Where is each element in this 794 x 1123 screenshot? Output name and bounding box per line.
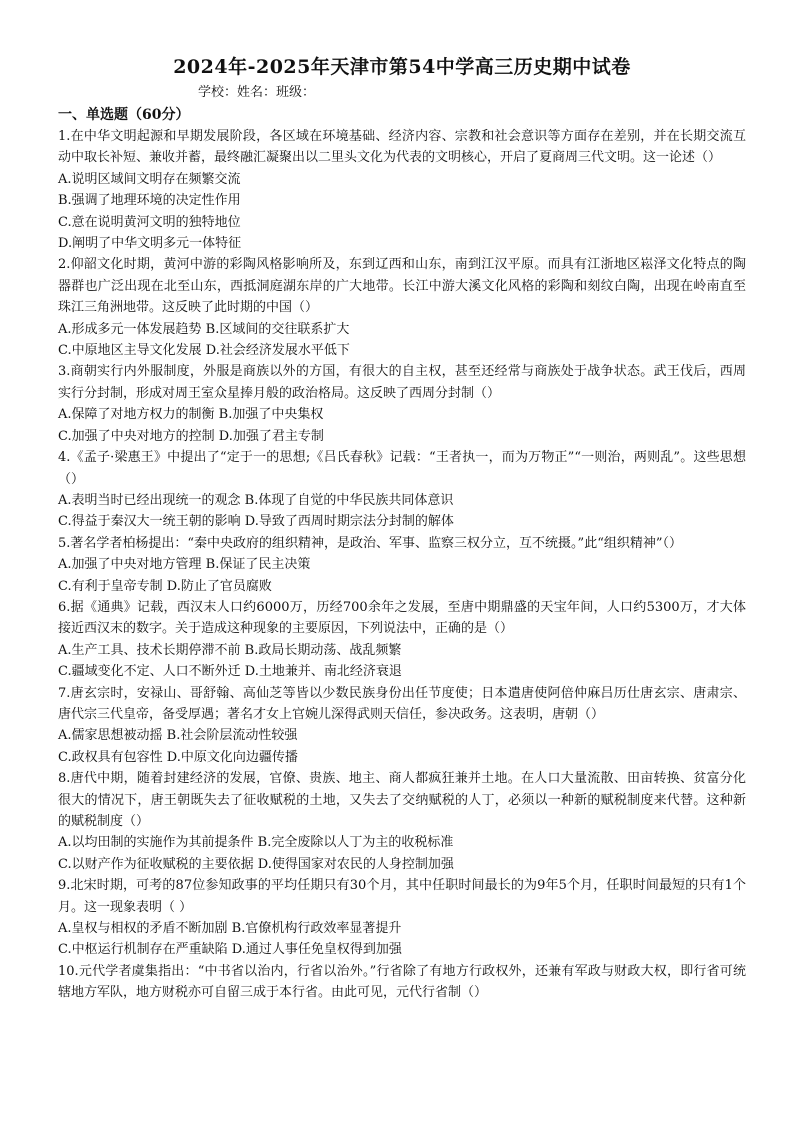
question-stem: 4.《孟子·梁惠王》中提出了“定于一的思想;《吕氏春秋》记载：“王者执一，而为万物正”“一则治，两则乱”。这些思想（） xyxy=(58,450,746,487)
page-title: 2024年-2025年天津市第54中学高三历史期中试卷 xyxy=(173,56,631,78)
question-3 xyxy=(58,361,746,447)
answer-option-line[interactable]: A.形成多元一体发展趋势 B.区域间的交往联系扩大 xyxy=(58,321,350,337)
answer-option-line[interactable]: B.强调了地理环境的决定性作用 xyxy=(58,193,241,209)
answer-option-line[interactable]: A.以均田制的实施作为其前提条件 B.完全废除以人丁为主的收税标准 xyxy=(58,835,454,851)
answer-option-line[interactable]: A.皇权与相权的矛盾不断加剧 B.官僚机构行政效率显著提升 xyxy=(58,921,402,937)
question-stem: 2.仰韶文化时期，黄河中游的彩陶风格影响所及，东到辽西和山东，南到江汉平原。而具有江浙地区崧泽文化特点的陶器群也广泛出现在北至山东，西抵洞庭湖东岸的广大地带。长江中游大溪文化风格的彩陶和刻纹白陶，出现在岭南直至珠江三角洲地带。这反映了此时期的中国（） xyxy=(58,257,746,316)
question-10 xyxy=(58,961,746,1004)
question-stem: 9.北宋时期，可考的87位参知政事的平均任期只有30个月，其中任职时间最长的为9年5个月，任职时间最短的只有1个月。这一现象表明（ ） xyxy=(58,878,746,915)
answer-option-line[interactable]: A.儒家思想被动摇 B.社会阶层流动性较强 xyxy=(58,728,298,744)
question-2 xyxy=(58,254,746,361)
question-stem: 10.元代学者虞集指出：“中书省以治内，行省以治外。”行省除了有地方行政权外，还兼有军政与财政大权，即行省可统辖地方军队，地方财税亦可自留三成于本行省。由此可见，元代行省制（） xyxy=(58,963,746,1001)
question-stem: 8.唐代中期，随着封建经济的发展，官僚、贵族、地主、商人都疯狂兼并土地。在人口大量流散、田亩转换、贫富分化很大的情况下，唐王朝既失去了征收赋税的土地，又失去了交纳赋税的人丁，必须以一种新的赋税制度来代替。这种新的赋税制度（） xyxy=(58,771,746,829)
answer-option-line[interactable]: A.生产工具、技术长期停滞不前 B.政局长期动荡、战乱频繁 xyxy=(58,642,402,658)
student-info-line: 学校：姓名：班级： xyxy=(198,85,316,100)
answer-option-line[interactable]: A.加强了中央对地方管理 B.保证了民主决策 xyxy=(58,557,311,573)
question-stem: 6.据《通典》记载，西汉末人口约6000万，历经700余年之发展，至唐中期鼎盛的天宝年间，人口约5300万，才大体接近西汉末的数字。关于造成这种现象的主要原因，下列说法中，正确的是（） xyxy=(58,599,746,637)
answer-option-line[interactable]: A.说明区域间文明存在频繁交流 xyxy=(58,171,241,187)
answer-option-line[interactable]: C.得益于秦汉大一统王朝的影响 D.导致了西周时期宗法分封制的解体 xyxy=(58,514,454,530)
section-heading: 一、单选题（60分） xyxy=(58,107,190,123)
answer-option-line[interactable]: C.有利于皇帝专制 D.防止了官员腐败 xyxy=(58,578,272,594)
question-list xyxy=(58,126,746,1004)
question-stem: 5.著名学者柏杨提出：“秦中央政府的组织精神，是政治、军事、监察三权分立，互不统摄。”此“组织精神”（） xyxy=(58,535,682,551)
answer-option-line[interactable]: C.政权具有包容性 D.中原文化向边疆传播 xyxy=(58,749,298,765)
answer-option-line[interactable]: C.疆域变化不定、人口不断外迁 D.土地兼并、南北经济衰退 xyxy=(58,664,402,680)
question-1 xyxy=(58,126,746,254)
answer-option-line[interactable]: C.意在说明黄河文明的独特地位 xyxy=(58,214,241,230)
answer-option-line[interactable]: C.中枢运行机制存在严重缺陷 D.通过人事任免皇权得到加强 xyxy=(58,942,402,958)
question-4 xyxy=(58,447,746,533)
question-8 xyxy=(58,768,746,875)
question-5 xyxy=(58,533,746,597)
question-stem: 1.在中华文明起源和早期发展阶段，各区域在环境基础、经济内容、宗教和社会意识等方面存在差别，并在长期交流互动中取长补短、兼收并蓄，最终融汇凝聚出以二里头文化为代表的文明核心，开启了夏商周三代文明。这一论述（） xyxy=(58,129,746,166)
answer-option-line[interactable]: D.阐明了中华文明多元一体特征 xyxy=(58,236,242,252)
question-stem: 3.商朝实行内外服制度，外服是商族以外的方国，有很大的自主权，甚至还经常与商族处于战争状态。武王伐后，西周实行分封制，形成对周王室众星捧月般的政治格局。这反映了西周分封制（） xyxy=(58,364,746,401)
answer-option-line[interactable]: C.中原地区主导文化发展 D.社会经济发展水平低下 xyxy=(58,343,350,359)
answer-option-line[interactable]: A.保障了对地方权力的制衡 B.加强了中央集权 xyxy=(58,407,324,423)
question-9 xyxy=(58,875,746,961)
answer-option-line[interactable]: C.以财产作为征收赋税的主要依据 D.使得国家对农民的人身控制加强 xyxy=(58,856,454,872)
question-7 xyxy=(58,683,746,769)
question-stem: 7.唐玄宗时，安禄山、哥舒翰、高仙芝等皆以少数民族身份出任节度使；日本遣唐使阿倍仲麻吕历仕唐玄宗、唐肃宗、唐代宗三代皇帝，备受厚遇；著名才女上官婉儿深得武则天信任，参决政务。这表明，唐朝（） xyxy=(58,685,746,722)
question-6 xyxy=(58,597,746,683)
answer-option-line[interactable]: A.表明当时已经出现统一的观念 B.体现了自觉的中华民族共同体意识 xyxy=(58,492,454,508)
answer-option-line[interactable]: C.加强了中央对地方的控制 D.加强了君主专制 xyxy=(58,428,324,444)
